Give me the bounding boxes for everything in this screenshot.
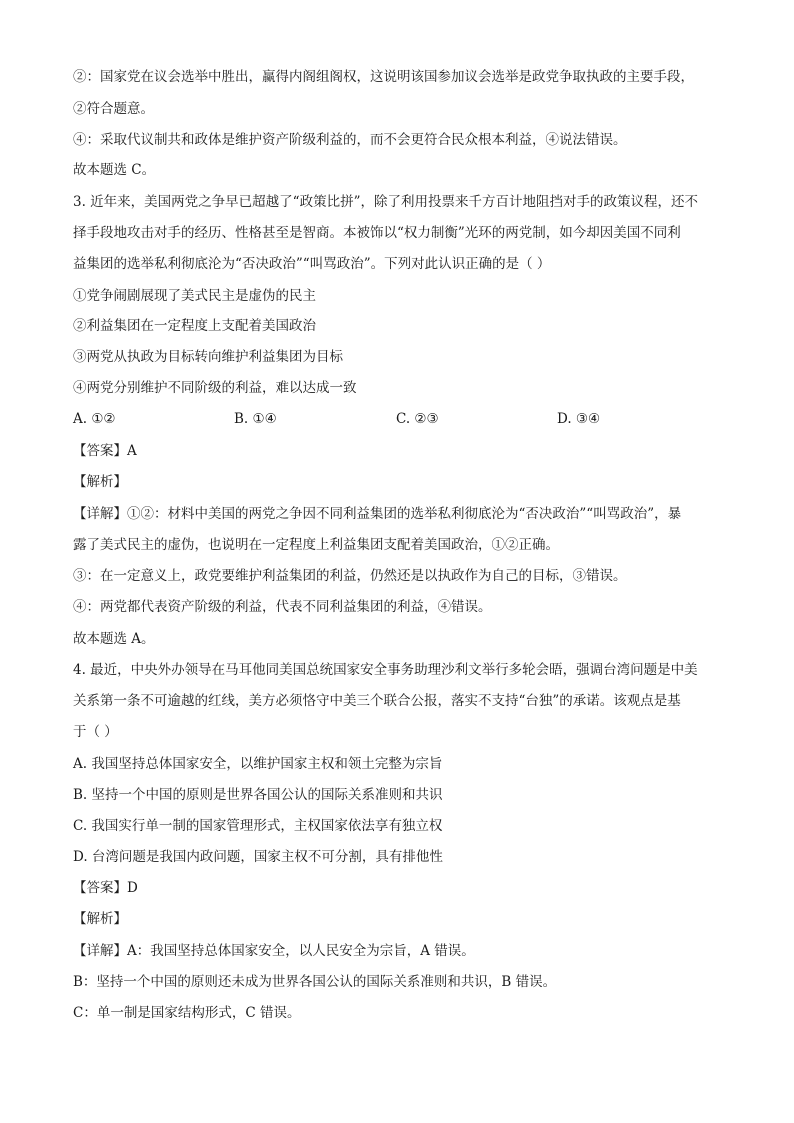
text-line-2: ②符合题意。 [73, 101, 154, 117]
question-3-stem-line-1: 3. 近年来，美国两党之争早已超越了“政策比拼”，除了利用投票来千方百计地阻挡对手的政策议程，还不 [73, 194, 698, 210]
question-3-conclusion: 故本题选 A。 [73, 631, 155, 647]
question-4-stem-line-1: 4. 最近，中央外办领导在马耳他同美国总统国家安全事务助理沙利文举行多轮会晤，强调台湾问题是中美 [73, 662, 698, 678]
question-3-statement-1: ①党争闹剧展现了美式民主是虚伪的民主 [73, 288, 316, 304]
question-3-statement-3: ③两党从执政为目标转向维护利益集团为目标 [73, 349, 343, 365]
text-line-4: 故本题选 C。 [73, 162, 156, 178]
question-4-option-b: B. 坚持一个中国的原则是世界各国公认的国际关系准则和共识 [73, 787, 443, 803]
question-3-explanation-line-2: 露了美式民主的虚伪，也说明在一定程度上利益集团支配着美国政治，①②正确。 [73, 537, 559, 553]
question-3-stem-line-2: 择手段地攻击对手的经历、性格甚至是智商。本被饰以“权力制衡”光环的两党制，如今却因美国不同利 [73, 225, 681, 241]
question-4-explanation-line-2: B：坚持一个中国的原则还未成为世界各国公认的国际关系准则和共识，B 错误。 [73, 974, 557, 990]
question-3-option-c: C. ②③ [396, 411, 439, 427]
question-3-statement-4: ④两党分别维护不同阶级的利益，难以达成一致 [73, 380, 357, 396]
question-3-analysis-heading: 【解析】 [73, 474, 127, 490]
text-line-3: ④：采取代议制共和政体是维护资产阶级利益的，而不会更符合民众根本利益，④说法错误。 [73, 132, 627, 148]
question-3-options [73, 409, 733, 429]
text-line-1: ②：国家党在议会选举中胜出，赢得内阁组阁权，这说明该国参加议会选举是政党争取执政的主要手段， [73, 69, 694, 85]
question-4-option-d: D. 台湾问题是我国内政问题，国家主权不可分割，具有排他性 [73, 849, 443, 865]
question-3-explanation-line-1: 【详解】①②：材料中美国的两党之争因不同利益集团的选举私利彻底沦为“否决政治”“叫骂政治”，暴 [73, 506, 682, 522]
question-3-option-a: A. ①② [73, 411, 116, 427]
question-4-stem-line-2: 关系第一条不可逾越的红线，美方必须恪守中美三个联合公报，落实不支持“台独”的承诺。该观点是基 [73, 693, 681, 709]
question-3-explanation-line-3: ③：在一定意义上，政党要维护利益集团的利益，仍然还是以执政作为自己的目标，③错误。 [73, 568, 627, 584]
question-4-option-c: C. 我国实行单一制的国家管理形式，主权国家依法享有独立权 [73, 818, 443, 834]
question-4-explanation-line-1: 【详解】A：我国坚持总体国家安全，以人民安全为宗旨，A 错误。 [73, 943, 475, 959]
question-3-option-b: B. ①④ [234, 411, 277, 427]
question-3-answer: 【答案】A [73, 443, 137, 459]
question-4-answer: 【答案】D [73, 880, 138, 896]
question-4-analysis-heading: 【解析】 [73, 911, 127, 927]
question-4-stem-line-3: 于（ ） [73, 724, 118, 740]
question-3-statement-2: ②利益集团在一定程度上支配着美国政治 [73, 318, 316, 334]
question-4-explanation-line-3: C：单一制是国家结构形式，C 错误。 [73, 1005, 301, 1021]
question-3-explanation-line-4: ④：两党都代表资产阶级的利益，代表不同利益集团的利益，④错误。 [73, 599, 492, 615]
question-4-option-a: A. 我国坚持总体国家安全，以维护国家主权和领土完整为宗旨 [73, 756, 443, 772]
question-3-option-d: D. ③④ [557, 411, 601, 427]
question-3-stem-line-3: 益集团的选举私利彻底沦为“否决政治”“叫骂政治”。下列对此认识正确的是（ ） [73, 256, 551, 272]
